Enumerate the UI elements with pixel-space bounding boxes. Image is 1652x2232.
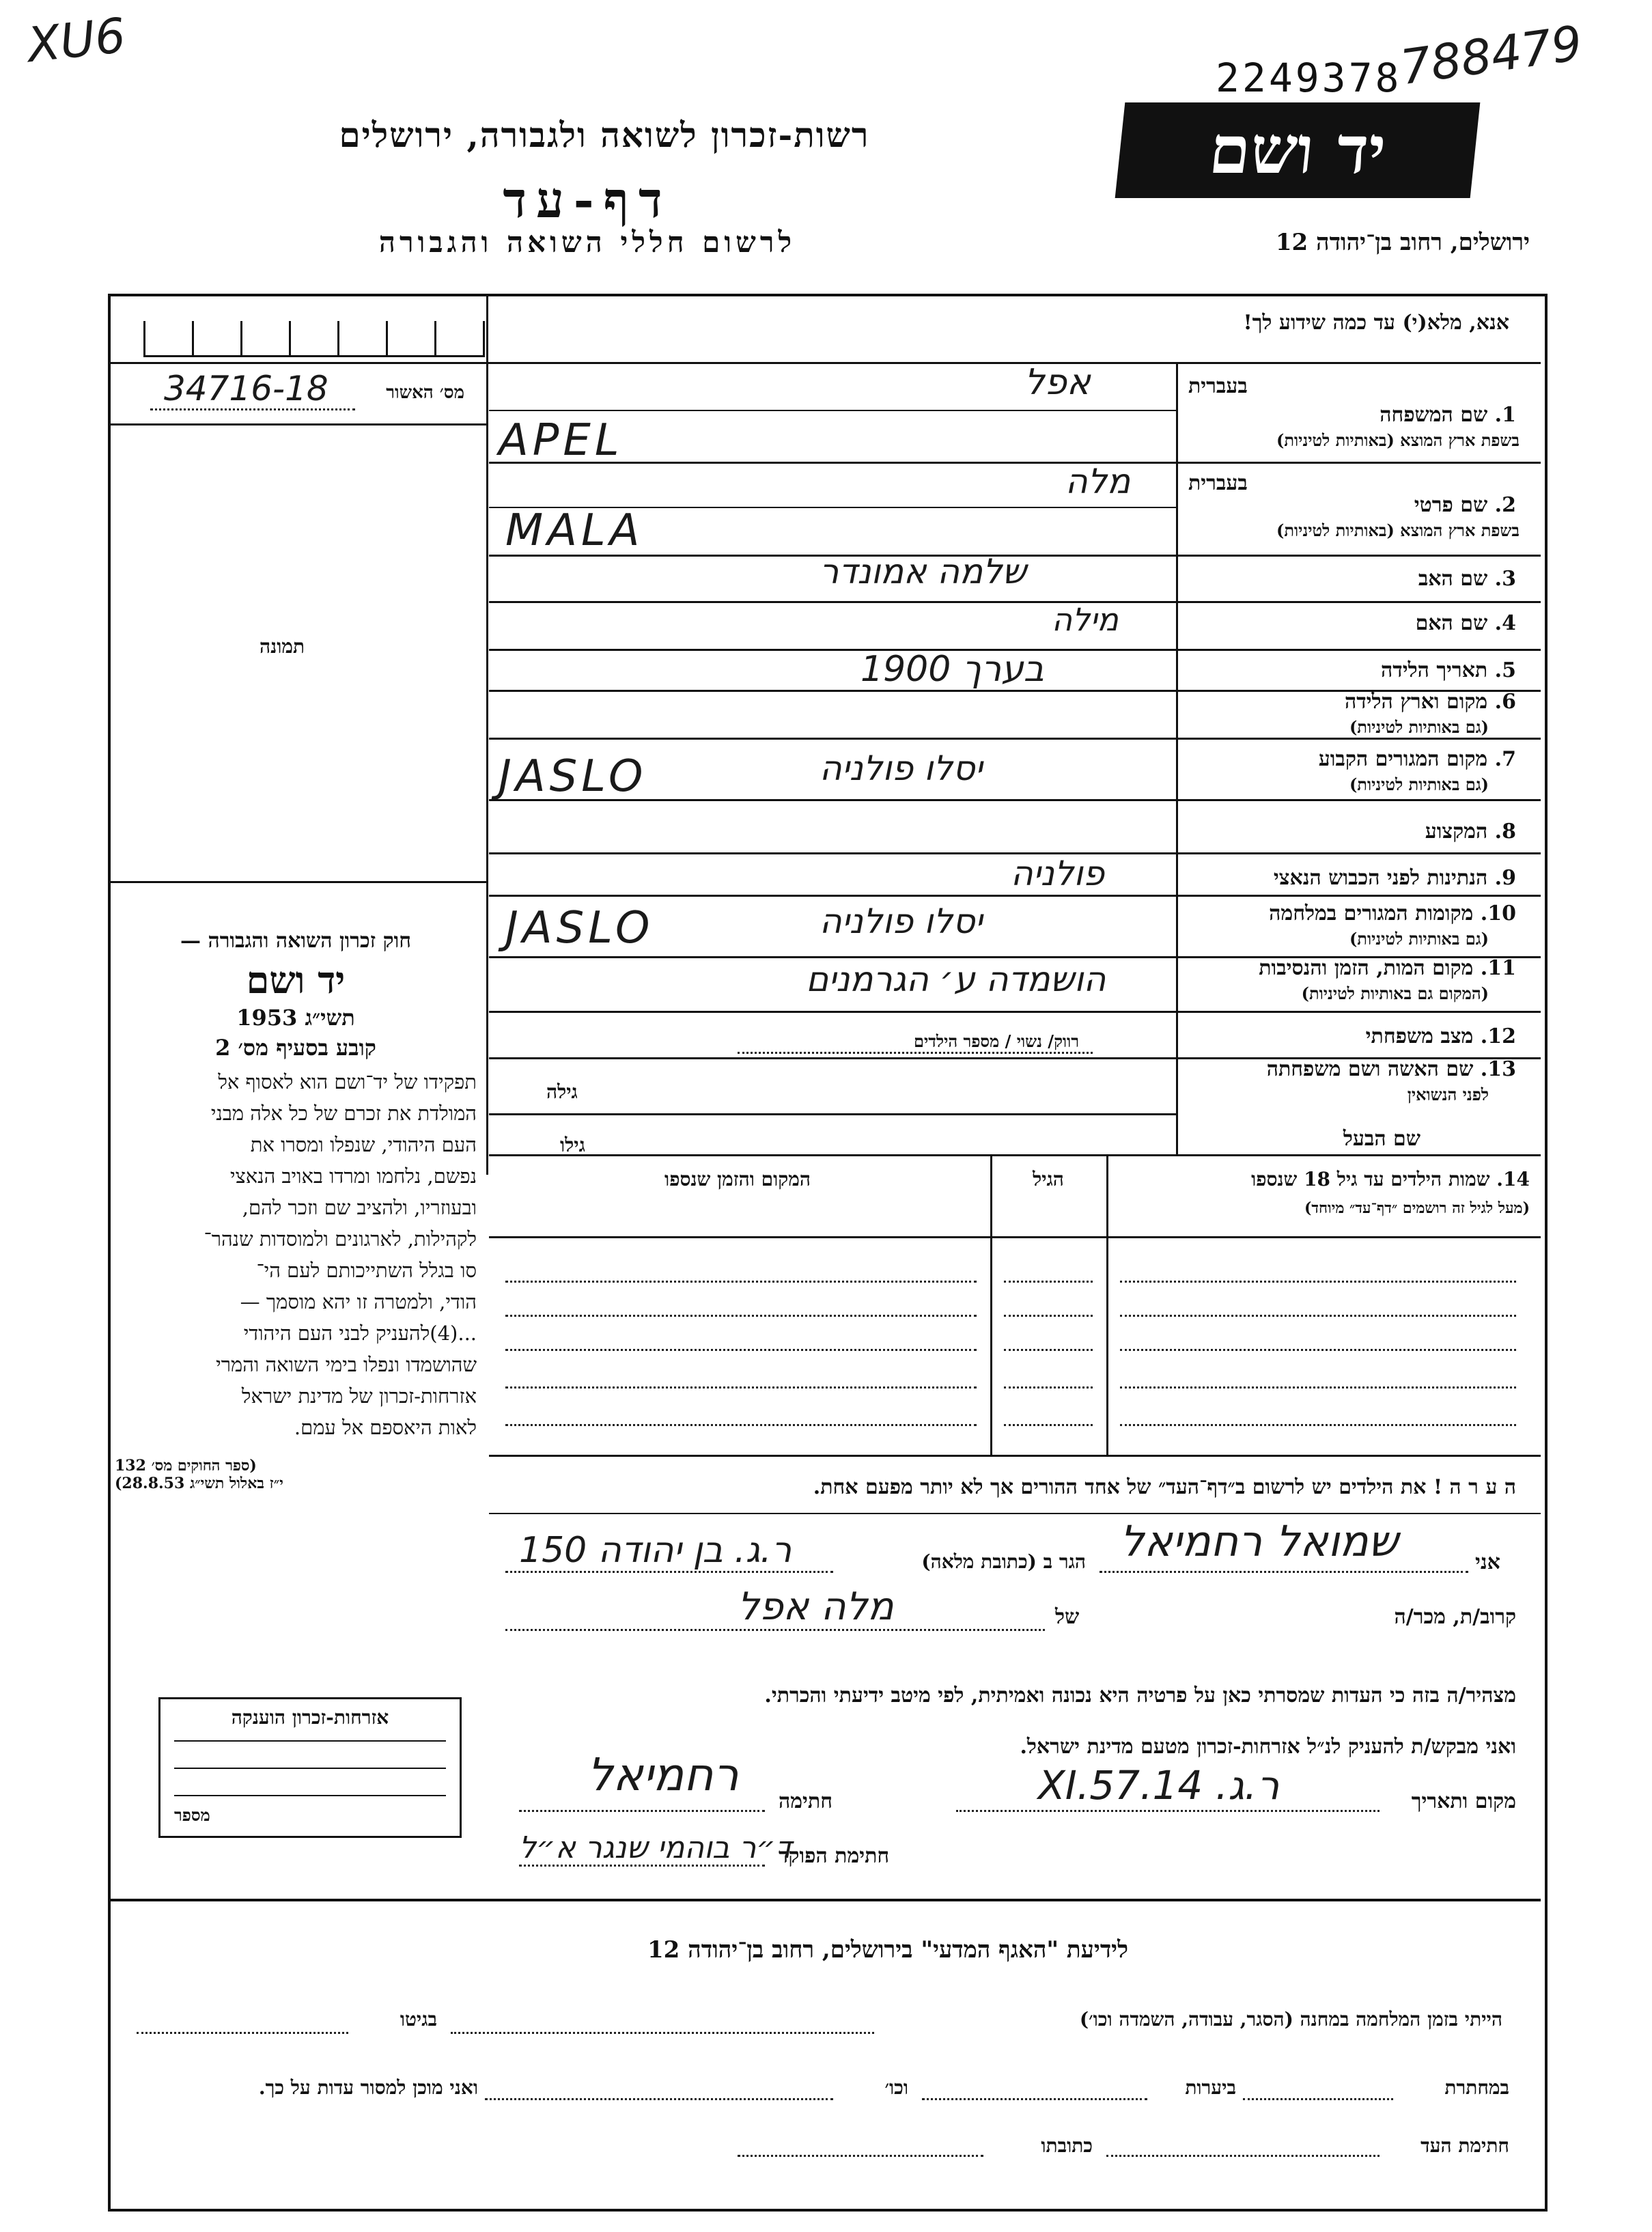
field-4-label: 4. שם האם <box>1415 611 1516 635</box>
field-2-label: 2. שם פרטי <box>1414 493 1516 517</box>
father-name: שלמה אמונדר <box>820 552 1026 591</box>
serial-number: 2249378 <box>1216 55 1402 101</box>
residence-hebrew: יסלו פולניה <box>820 749 983 788</box>
place-date-label: מקום ותאריך <box>1411 1789 1516 1813</box>
field-6-label: 6. מקום וארץ הלידה <box>1344 690 1516 714</box>
children-col-place: המקום והזמן שנספו <box>664 1168 811 1190</box>
field-2-sub: בשפת ארץ המוצא (באותיות לטיניות) <box>1276 520 1520 540</box>
field-11-sub: (המקום גם באותיות לטיניות) <box>1301 984 1489 1003</box>
surname-latin: APEL <box>499 415 624 466</box>
approval-label: מס׳ האשור <box>386 382 464 403</box>
birth-date: 1900 בערך <box>860 649 1044 690</box>
record-number-boxes <box>143 321 485 357</box>
law-ref-1: (ספר החוקים מס׳ 132 <box>115 1457 257 1475</box>
citizenship-box-number: מספר <box>174 1805 210 1825</box>
field-7-label: 7. מקום המגורים הקבוע <box>1318 747 1516 771</box>
law-body: תפקידו של יד־ושם הוא לאסוף אל המולדת את זכרם של כל אלה מבני העם היהודי, שנפלו ומסרו את נפשם, נלחמו ומרדו באויב הנאצי ובעוזריו, ולהציב שם וזכר להם, לקהילות, לארגונים ולמוסדות שנהר־ סו בגלל השתייכותם לעם הי־ הודי, ולמטרה זו יהא מוסמך — ...(4)להעניק לבני העם היהודי שהושמדו ונפלו בימי השואה והמרי אזרחות-זכרון של מדינת ישראל לאות היאספם אל עמם. <box>204 1070 477 1439</box>
intro-text: אנא, מלא(י) עד כמה שידוע לך! <box>1243 311 1509 335</box>
first-name-latin: MALA <box>505 505 644 556</box>
note-text: ה ע ר ה ! את הילדים יש לרשום ב״דף־העד״ של אחד ההורים אך לא יותר מפעם אחת. <box>813 1475 1516 1499</box>
field-8-label: 8. המקצוע <box>1425 820 1516 843</box>
field-1-hebrew-tag: בעברית <box>1188 374 1248 398</box>
first-name-hebrew: מלה <box>1065 462 1131 501</box>
authority-title: רשות-זכרון לשואה ולגבורה, ירושלים <box>339 115 870 155</box>
footer-line2b: ביערות <box>1185 2076 1236 2099</box>
wife-maiden-tag: גילה <box>546 1080 578 1103</box>
of-label: של <box>1055 1605 1080 1629</box>
photo-placeholder: תמונה <box>260 635 305 658</box>
field-1-sub: בשפת ארץ המוצא (באותיות לטיניות) <box>1276 430 1520 450</box>
field-13-label: 13. שם האשה ושם משפחתה <box>1266 1057 1516 1081</box>
footer-line1b: בגיטו <box>400 2008 437 2031</box>
declarant-address: ר.ג. בן יהודה 150 <box>519 1530 792 1571</box>
relative-label: קרוב/ת, מכר/ה <box>1394 1605 1516 1629</box>
children-col-age: הגיל <box>1033 1168 1064 1190</box>
footer-line1a: הייתי בזמן המלחמה במחנה (הסגר, עבודה, השמדה וכו׳) <box>1079 2008 1502 2031</box>
field-2-hebrew-tag: בעברית <box>1188 471 1248 495</box>
footer-title: לידיעת "האגף המדעי" בירושלים, רחוב בן־יהודה 12 <box>647 1936 1128 1964</box>
field-5-label: 5. תאריך הלידה <box>1381 658 1516 682</box>
death-circumstances: הושמדה ע׳ הגרמנים <box>806 960 1106 999</box>
footer-line2d: ואני מוכן למסור עדות על כך. <box>258 2076 478 2099</box>
request-text: ואני מבקש/ת להעניק לנ״ל אזרחות-זכרון מטעם מדינת ישראל. <box>1020 1735 1516 1759</box>
children-sub: (מעל לגיל זה רושמים ״דף־עד״ מיוחד) <box>1304 1199 1530 1217</box>
wartime-residence-latin: JASLO <box>505 903 654 953</box>
citizenship-box-title: אזרחות-זכרון הוענקה <box>231 1706 389 1729</box>
field-13-sub: לפני הנשואין <box>1407 1085 1489 1104</box>
officer-label: חתימת הפוקד <box>779 1844 890 1868</box>
children-label: 14. שמות הילדים עד גיל 18 שנספו <box>1251 1168 1530 1190</box>
marital-status: רווק/ נשוי / מספר הילדים <box>914 1031 1079 1051</box>
wartime-residence-hebrew: יסלו פולניה <box>820 902 983 941</box>
footer-line3a: חתימת העד <box>1420 2134 1509 2157</box>
field-1-label: 1. שם המשפחה <box>1380 403 1516 427</box>
footer-line2c: וכו׳ <box>884 2076 908 2099</box>
place-date-value: ר.ג. 14.XI.57 <box>1038 1762 1280 1809</box>
field-12-label: 12. מצב משפחתי <box>1365 1024 1516 1048</box>
footer-line3b: כתובתו <box>1041 2134 1093 2157</box>
law-year: תשי״ג 1953 <box>236 1005 355 1031</box>
corner-mark: XU6 <box>25 7 128 74</box>
field-10-label: 10. מקומות המגורים במלחמה <box>1269 902 1516 925</box>
field-7-sub: (גם באותיות לטיניות) <box>1349 775 1489 794</box>
serial-handwritten: 788479 <box>1397 14 1586 96</box>
law-clause: קובע בסעיף מס׳ 2 <box>215 1035 376 1061</box>
law-block <box>115 929 477 1492</box>
field-10-sub: (גם באותיות לטיניות) <box>1349 929 1489 949</box>
resides-label: הגר ב (כתובת מלאה) <box>921 1550 1086 1573</box>
field-6-sub: (גם באותיות לטיניות) <box>1349 717 1489 737</box>
mother-name: מילה <box>1052 601 1119 638</box>
footer-line2a: במחתרת <box>1444 2076 1509 2099</box>
address-line: ירושלים, רחוב בן־יהודה 12 <box>1275 229 1530 256</box>
form-subtitle: לרשום חללי השואה והגבורה <box>378 225 796 259</box>
law-name: יד ושם <box>246 958 346 1002</box>
declarant-name: שמואל רחמיאל <box>1120 1516 1399 1566</box>
approval-number: 34716-18 <box>164 369 328 408</box>
form-title: דף-עד <box>503 171 672 229</box>
husband-tag: גילו <box>560 1134 585 1156</box>
surname-hebrew: אפל <box>1024 362 1091 403</box>
field-11-label: 11. מקום המות, הזמן והנסיבות <box>1259 956 1516 980</box>
declaration-text: מצהיר/ה בזה כי העדות שמסרתי כאן על פרטיה היא נכונה ואמיתית, לפי מיטב ידיעתי והכרתי. <box>764 1684 1516 1707</box>
signature-value: רחמיאל <box>587 1748 739 1801</box>
officer-value: ד״ר בוהמי שנגר א״ל <box>519 1830 792 1865</box>
law-title: חוק זכרון השואה והגבורה — <box>180 929 411 953</box>
citizenship-box <box>158 1697 462 1838</box>
field-3-label: 3. שם האב <box>1418 567 1516 591</box>
field-9-label: 9. הנתינות לפני הכבוש הנאצי <box>1273 866 1516 890</box>
residence-latin: JASLO <box>499 751 647 802</box>
yad-vashem-logo: יד ושם <box>1115 102 1481 198</box>
husband-label: שם הבעל <box>1343 1127 1420 1151</box>
ani-label: אני <box>1475 1550 1500 1574</box>
citizenship: פולניה <box>1011 854 1105 893</box>
relative-of-name: מלה אפל <box>738 1585 894 1629</box>
signature-label: חתימה <box>779 1789 832 1813</box>
law-ref-2: י״ז באלול תשי״ג 28.8.53) <box>115 1475 283 1492</box>
